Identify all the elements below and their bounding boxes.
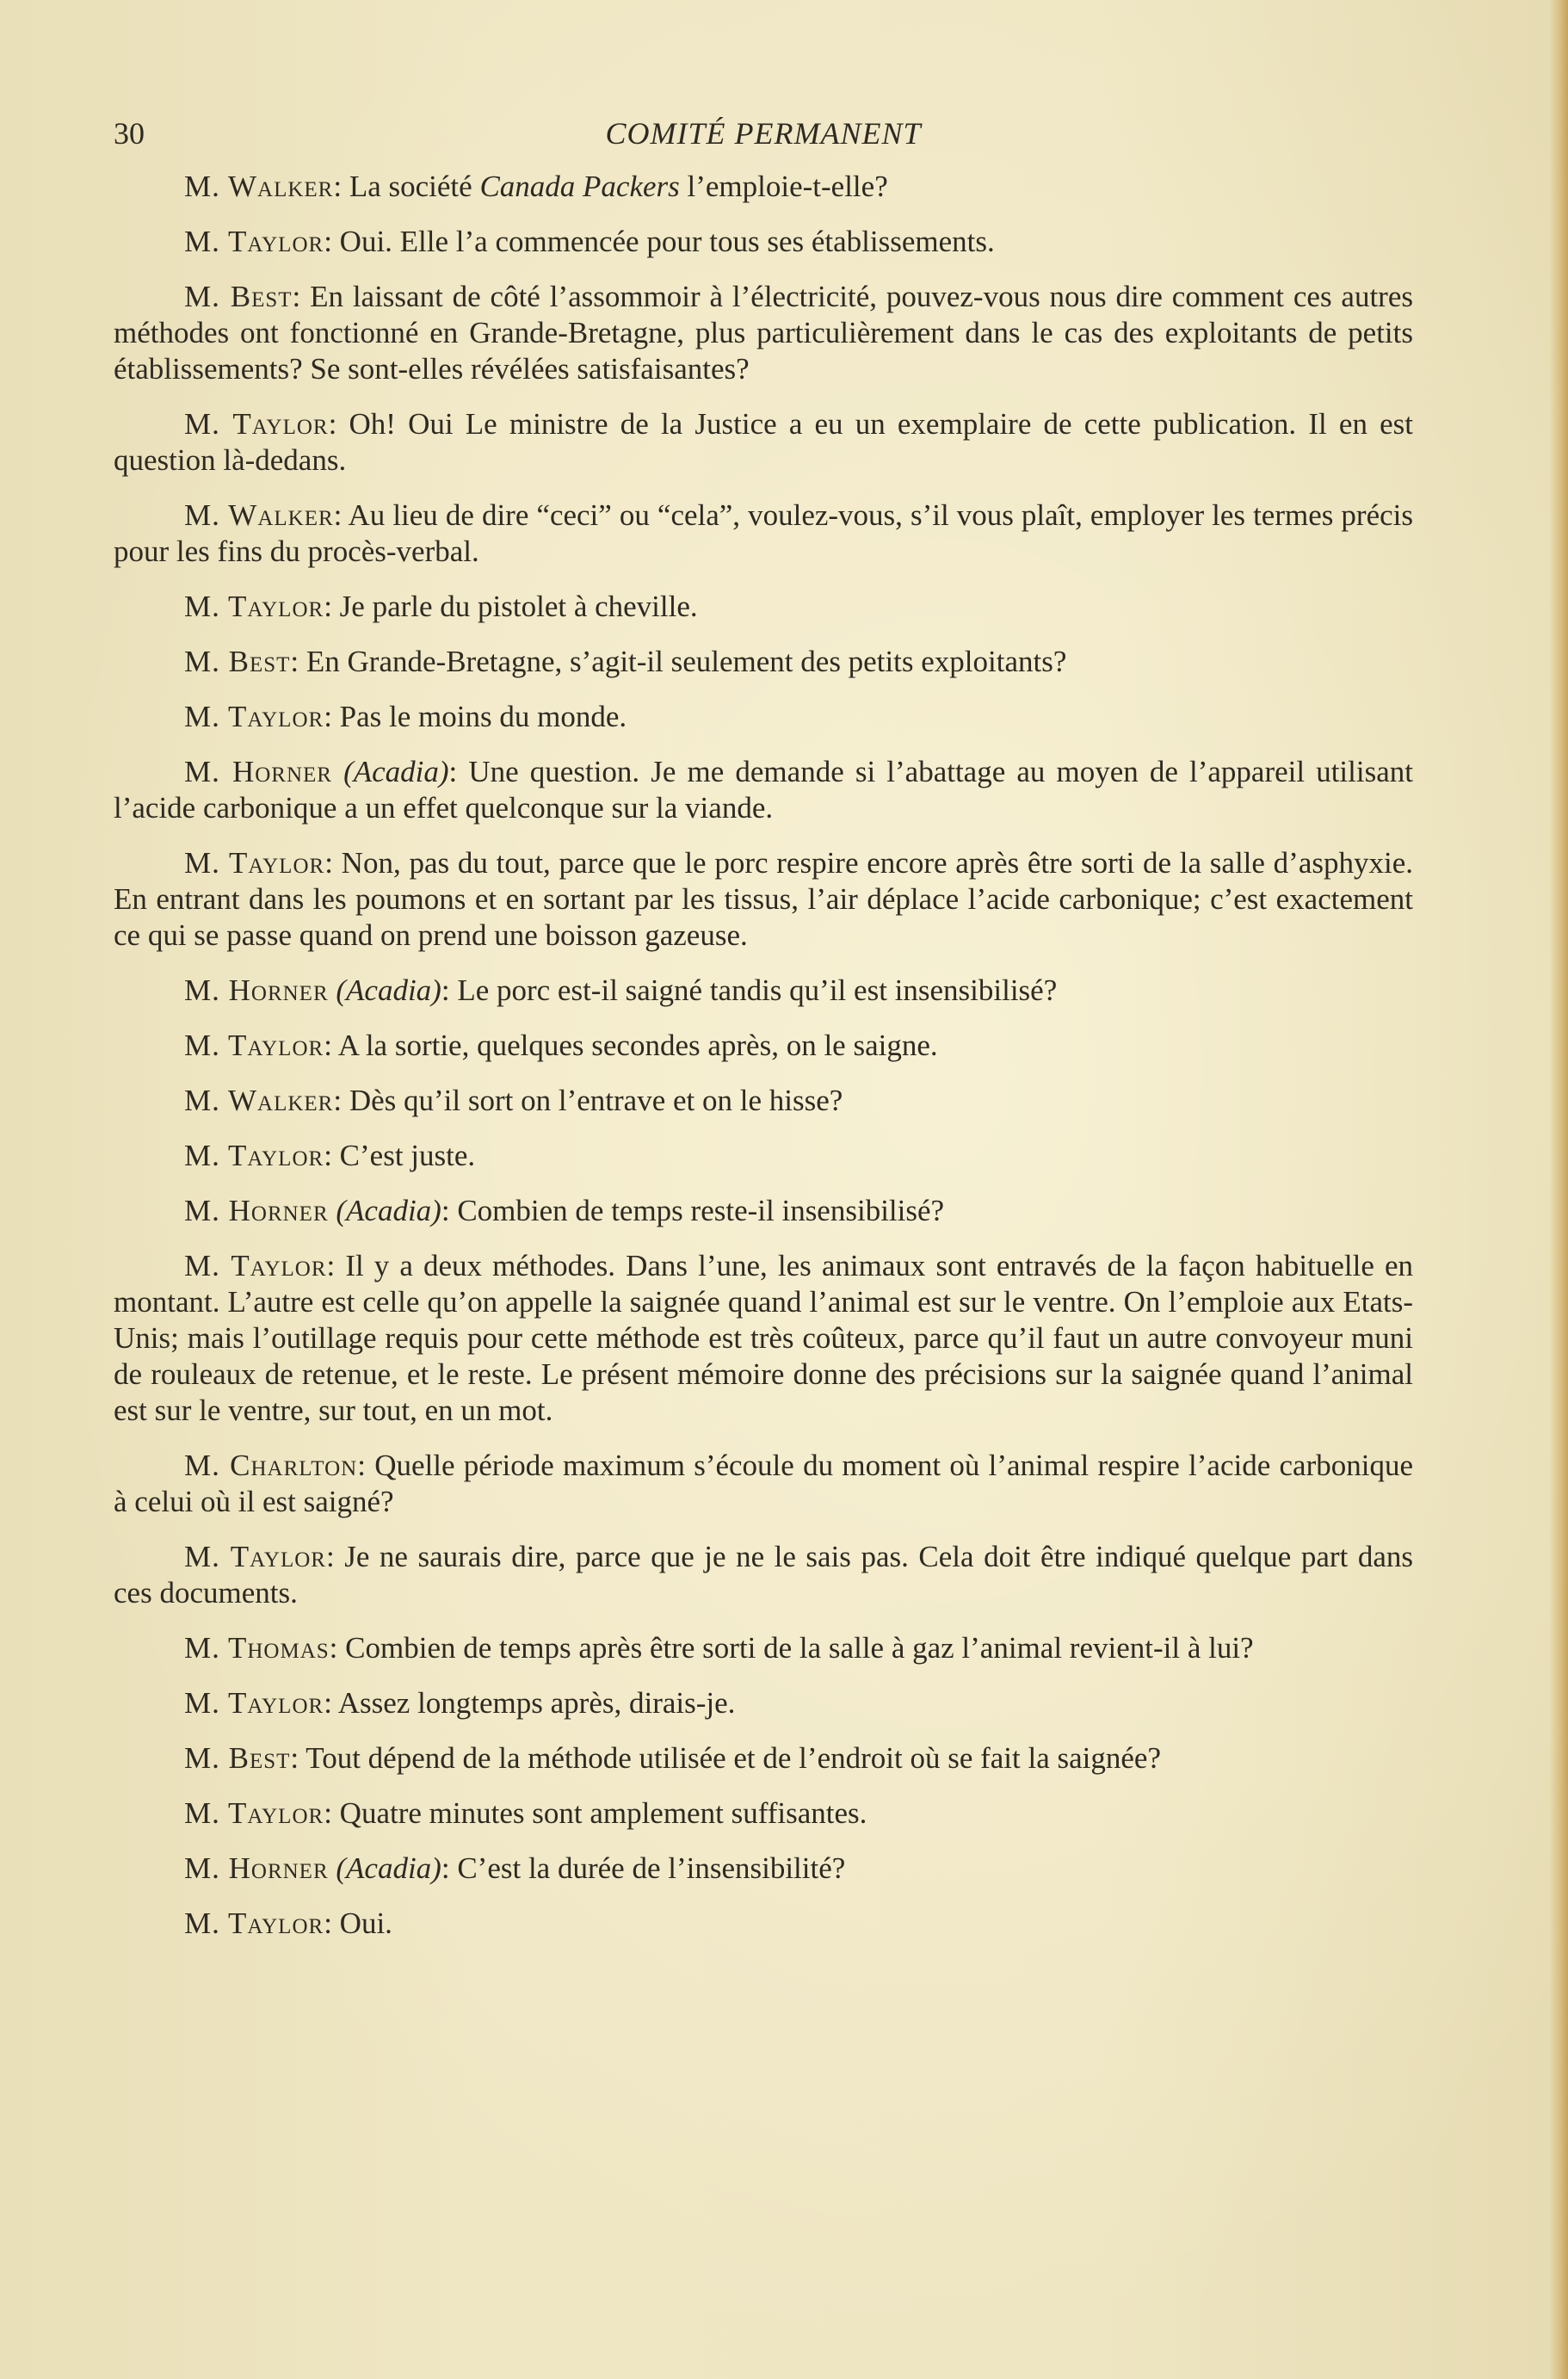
speaker-separator: : (290, 645, 306, 678)
page-edge (1549, 0, 1568, 2379)
speaker-name: M. Taylor (184, 1139, 324, 1172)
transcript-paragraph (114, 279, 1413, 387)
page-number: 30 (114, 116, 145, 151)
transcript-paragraph (114, 754, 1413, 826)
speaker-separator: : (357, 1449, 375, 1482)
speaker-name: M. Best (184, 645, 291, 678)
speaker-name: M. Walker (184, 498, 334, 532)
speech-text: En Grande-Bretagne, s’agit-il seulement des petits exploitants? (306, 645, 1067, 678)
speaker-separator: : (324, 225, 340, 258)
transcript-paragraph (114, 1028, 1413, 1064)
speech-text: Je parle du pistolet à cheville. (339, 590, 698, 623)
speaker-separator: : (324, 1796, 340, 1830)
speaker-name: M. Thomas (184, 1631, 330, 1665)
speech-text: En laissant de côté l’assommoir à l’électricité, pouvez-vous nous dire comment ces autres méthodes ont fonctionné en Grande-Bretagne, plus particulièrement dans le cas des exploitants de petits établissements? Se sont-elles révélées satisfaisantes? (114, 280, 1413, 386)
speaker-separator: : (448, 755, 469, 788)
speech-text: Il y a deux méthodes. Dans l’une, les animaux sont entravés de la façon habituelle en montant. L’autre est celle qu’on appelle la saignée quand l’animal est sur le ventre. On l’emploie aux Etats-Unis; mais l’outillage requis pour cette méthode est très coûteux, parce qu’il faut un autre convoyeur muni de rouleaux de retenue, et le reste. Le présent mémoire donne des précisions sur la saignée quand l’animal est sur le ventre, sur tout, en un mot. (114, 1249, 1413, 1427)
speaker-name: M. Taylor (184, 1906, 324, 1940)
speech-text: C’est la durée de l’insensibilité? (457, 1851, 846, 1885)
speaker-riding: (Acadia) (336, 1194, 441, 1227)
speaker-riding: (Acadia) (343, 755, 449, 788)
speech-text: Oui. (339, 1906, 392, 1940)
speech-text: Une question. Je me demande si l’abattage au moyen de l’appareil utilisant l’acide carbonique a un effet quelconque sur la viande. (114, 755, 1413, 825)
speech-text: Je ne saurais dire, parce que je ne le sais pas. Cela doit être indiqué quelque part dans ces documents. (114, 1540, 1413, 1610)
speech-text: Tout dépend de la méthode utilisée et de l’endroit où se fait la saignée? (306, 1741, 1161, 1775)
speaker-name: M. Taylor (184, 1249, 327, 1282)
speaker-name: M. Taylor (184, 590, 324, 623)
speaker-name: M. Taylor (184, 225, 324, 258)
transcript-paragraph (114, 1138, 1413, 1174)
speaker-name: M. Best (184, 1741, 291, 1775)
speaker-separator: : (324, 590, 340, 623)
speaker-name: M. Walker (184, 170, 334, 203)
speaker-name: M. Walker (184, 1084, 334, 1117)
speaker-name: M. Charlton (184, 1449, 358, 1482)
speaker-name: M. Taylor (184, 700, 324, 733)
speaker-name: M. Taylor (184, 407, 329, 441)
speaker-separator: : (290, 1741, 306, 1775)
speaker-separator: : (324, 1029, 338, 1062)
transcript-paragraph (114, 1851, 1413, 1887)
transcript-body (114, 169, 1413, 1961)
speaker-separator: : (324, 1686, 338, 1720)
speaker-name: M. Taylor (184, 1796, 324, 1830)
transcript-paragraph (114, 1193, 1413, 1229)
speaker-separator: : (333, 170, 349, 203)
speech-text: A la sortie, quelques secondes après, on le saigne. (337, 1029, 938, 1062)
transcript-paragraph (114, 1083, 1413, 1119)
transcript-paragraph (114, 1795, 1413, 1832)
speaker-name: M. Horner (184, 755, 332, 788)
speaker-name: M. Taylor (184, 1686, 324, 1720)
transcript-paragraph (114, 644, 1413, 680)
speaker-name: M. Best (184, 280, 293, 313)
company-name: Canada Packers (479, 170, 680, 203)
speaker-name: M. Horner (184, 1851, 329, 1885)
speech-text: Non, pas du tout, parce que le porc respire encore après être sorti de la salle d’asphyxie. En entrant dans les poumons et en sortant par les tissus, l’air déplace l’acide carbonique; c’est exactement ce qui se passe quand on prend une boisson gazeuse. (114, 846, 1414, 952)
transcript-paragraph (114, 1539, 1413, 1611)
speaker-name: M. Horner (184, 1194, 329, 1227)
speaker-separator: : (325, 1540, 345, 1573)
speaker-separator: : (329, 1631, 346, 1665)
speech-text: Combien de temps après être sorti de la salle à gaz l’animal revient-il à lui? (345, 1631, 1254, 1665)
speech-text: Quelle période maximum s’écoule du moment où l’animal respire l’acide carbonique à celui où il est saigné? (114, 1449, 1413, 1518)
speaker-separator: : (333, 498, 349, 532)
speaker-name: M. Taylor (184, 1540, 326, 1573)
transcript-paragraph (114, 845, 1413, 954)
speech-text: Le porc est-il saigné tandis qu’il est insensibilisé? (457, 973, 1058, 1007)
speaker-separator: : (441, 1194, 458, 1227)
speaker-separator: : (333, 1084, 349, 1117)
transcript-paragraph (114, 699, 1413, 735)
speech-text: Oui. Elle l’a commencée pour tous ses établissements. (339, 225, 995, 258)
transcript-paragraph (114, 224, 1413, 260)
speaker-separator: : (326, 1249, 346, 1282)
transcript-paragraph (114, 1448, 1413, 1520)
transcript-paragraph (114, 589, 1413, 625)
transcript-paragraph (114, 169, 1413, 205)
transcript-paragraph (114, 1248, 1413, 1429)
speech-text: Pas le moins du monde. (339, 700, 627, 733)
transcript-paragraph (114, 406, 1413, 479)
speech-text: Oh! Oui Le ministre de la Justice a eu un exemplaire de cette publication. Il en est question là-dedans. (114, 407, 1413, 477)
speech-text: Combien de temps reste-il insensibilisé? (457, 1194, 945, 1227)
speaker-name: M. Taylor (184, 1029, 324, 1062)
speaker-separator: : (441, 973, 458, 1007)
speaker-separator: : (324, 1906, 340, 1940)
speech-text: Dès qu’il sort on l’entrave et on le hisse? (349, 1084, 843, 1117)
page-header (114, 114, 1413, 157)
transcript-paragraph (114, 973, 1413, 1009)
speech-text: Au lieu de dire “ceci” ou “cela”, voulez-vous, s’il vous plaît, employer les termes précis pour les fins du procès-verbal. (114, 498, 1413, 568)
speech-text: Quatre minutes sont amplement suffisantes. (339, 1796, 867, 1830)
speech-text: Assez longtemps après, dirais-je. (337, 1686, 736, 1720)
speaker-separator: : (324, 700, 340, 733)
speaker-riding: (Acadia) (336, 1851, 441, 1885)
transcript-paragraph (114, 1740, 1413, 1777)
speaker-separator: : (441, 1851, 458, 1885)
speaker-separator: : (324, 846, 342, 880)
transcript-paragraph (114, 1685, 1413, 1721)
speech-text: La société (349, 170, 480, 203)
transcript-paragraph (114, 1630, 1413, 1666)
speaker-separator: : (292, 280, 311, 313)
speech-text: l’emploie-t-elle? (679, 170, 888, 203)
speech-text: C’est juste. (339, 1139, 476, 1172)
speaker-separator: : (328, 407, 349, 441)
running-title: COMITÉ PERMANENT (605, 116, 922, 151)
speaker-name: M. Taylor (184, 846, 325, 880)
speaker-separator: : (324, 1139, 340, 1172)
speaker-riding: (Acadia) (336, 973, 441, 1007)
speaker-name: M. Horner (184, 973, 329, 1007)
transcript-paragraph (114, 1906, 1413, 1942)
transcript-paragraph (114, 497, 1413, 570)
